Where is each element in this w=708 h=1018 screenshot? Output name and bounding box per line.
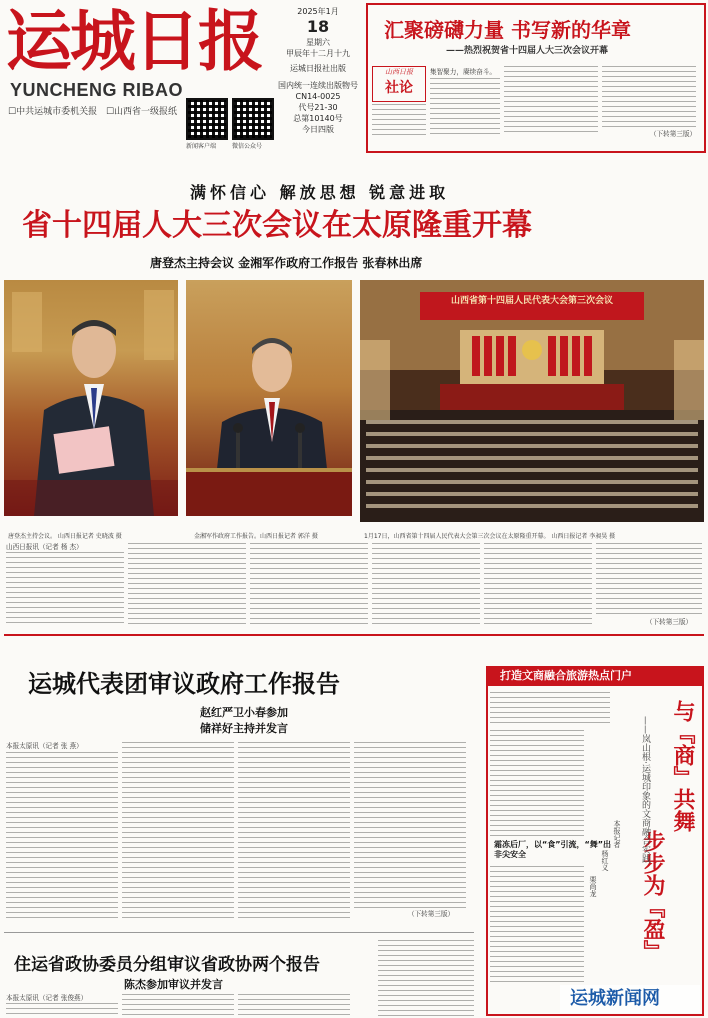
section-divider: [4, 634, 704, 636]
qr-label-app: 新闻客户端: [186, 143, 217, 150]
main-continue: （下转第三版）: [646, 618, 693, 626]
sidebar-column-1: [490, 730, 584, 836]
main-column-5: [484, 543, 592, 626]
photo-speaker-2-art: [186, 280, 352, 516]
second-byline: 本报太原讯（记者 张 燕）: [6, 742, 83, 750]
photo-speaker-1-art: [4, 280, 178, 516]
sidebar-title-line2: 步步为『盈』: [640, 830, 665, 962]
qr-code-wechat[interactable]: [232, 98, 274, 140]
lunar-date: 甲辰年十二月十九: [286, 49, 350, 58]
sidebar-reporter-name-1: 杨红义: [601, 850, 609, 871]
second-continue: （下转第三版）: [408, 910, 455, 918]
masthead-logo: 运城日报: [6, 2, 262, 80]
editorial-lead: 集智聚力，赓续奋斗。: [430, 68, 496, 76]
third-column-1: [6, 1003, 118, 1016]
sidebar-deck: ——岚山根·运城印象的文商融合实践: [640, 716, 650, 863]
org-label-2: 山西省一级报纸: [114, 107, 178, 117]
checkbox-icon: ☐: [105, 107, 115, 117]
issue-number: 总第10140号: [293, 114, 343, 123]
caption-photo-3: 1月17日，山西省第十四届人民代表大会第三次会议在太原隆重开幕。 山西日报记者 李昶昊 摄: [364, 533, 616, 540]
sidebar-reporter-name-2: 栗尚龙: [589, 876, 597, 897]
sidebar-quote: 霜冻后厂，以“食”引流，“舞”出非尖安全: [494, 840, 612, 859]
main-column-4: [372, 543, 480, 626]
photo-assembly-hall-art: [360, 280, 704, 522]
editorial-continue: （下转第三版）: [650, 130, 697, 138]
badge-label: 社论: [385, 80, 413, 96]
second-sub-1: 赵红严卫小春参加: [200, 706, 288, 719]
editorial-badge: [372, 66, 426, 102]
main-column-3: [250, 543, 368, 626]
badge-paper-name: 山西日报: [385, 68, 413, 76]
main-column-6: [596, 543, 702, 617]
third-divider: [4, 932, 474, 933]
publisher: 运城日报社出版: [290, 64, 346, 73]
second-headline: 运城代表团审议政府工作报告: [28, 670, 340, 698]
sidebar-title-line1: 与『商』共舞: [670, 700, 695, 832]
photo-speaker-2: [186, 280, 352, 516]
second-column-3: [238, 742, 350, 918]
sidebar-reporter-label: 本报记者: [613, 820, 621, 848]
sidebar-banner-text: 打造文商融合旅游热点门户: [500, 669, 632, 682]
second-sub-2: 储祥好主持并发言: [200, 722, 288, 735]
main-byline: 山西日报讯（记者 杨 杰）: [6, 543, 83, 551]
main-subhead: 唐登杰主持会议 金湘军作政府工作报告 张春林出席: [150, 256, 423, 270]
weekday: 星期六: [306, 38, 330, 47]
photo-speaker-1: [4, 280, 178, 516]
postal-code: 代号21-30: [298, 103, 338, 112]
photo-assembly-hall: [360, 280, 704, 522]
date-year-month: 2025年1月: [297, 7, 339, 16]
org-line-1: [8, 104, 177, 117]
main-column-1: [6, 552, 124, 626]
checkbox-icon: ☐: [8, 107, 17, 117]
third-column-3: [238, 994, 350, 1016]
third-sub: 陈杰参加审议并发言: [124, 978, 223, 991]
masthead-pinyin: YUNCHENG RIBAO: [10, 80, 184, 100]
hall-banner: 山西省第十四届人民代表大会第三次会议: [450, 296, 613, 306]
caption-photo-2: 金湘军作政府工作报告。山西日报记者 郭洋 摄: [194, 533, 318, 540]
second-column-4: [354, 742, 466, 910]
editorial-column-1: [430, 78, 500, 136]
sidebar-intro-column: [490, 692, 610, 724]
date-day: 18: [306, 17, 330, 36]
main-headline: 省十四届人大三次会议在太原隆重开幕: [22, 208, 532, 243]
second-column-1: [6, 752, 118, 918]
main-kicker: 满怀信心 解放思想 锐意进取: [190, 183, 450, 202]
editorial-title: 汇聚磅礴力量 书写新的华章: [384, 18, 631, 42]
watermark-box: [560, 985, 700, 1013]
caption-photo-1: 唐登杰主持会议。 山西日报记者 史晓波 摄: [8, 533, 122, 540]
editorial-column-3: [602, 66, 696, 128]
page-count: 今日四版: [302, 125, 334, 134]
third-column-4: [378, 940, 474, 1016]
watermark-text: 运城新闻网: [570, 988, 660, 1009]
cn-label: 国内统一连续出版物号: [278, 81, 358, 90]
editorial-column-2: [504, 66, 598, 136]
date-box: [278, 6, 358, 135]
second-column-2: [122, 742, 234, 918]
org-label-1: 中共运城市委机关报: [16, 107, 98, 117]
editorial-column-0: [372, 104, 426, 136]
editorial-subtitle: ——热烈祝贺省十四届人大三次会议开幕: [446, 46, 609, 56]
qr-label-wechat: 微信公众号: [232, 143, 263, 150]
third-column-2: [122, 994, 234, 1016]
third-headline: 住运省政协委员分组审议省政协两个报告: [14, 955, 320, 975]
sidebar-banner: [486, 666, 704, 686]
qr-code-app[interactable]: [186, 98, 228, 140]
main-column-2: [128, 543, 246, 626]
cn-number: CN14-0025: [295, 92, 341, 101]
third-byline: 本报太原讯（记者 张俊燕）: [6, 994, 88, 1002]
sidebar-column-2: [490, 866, 584, 984]
